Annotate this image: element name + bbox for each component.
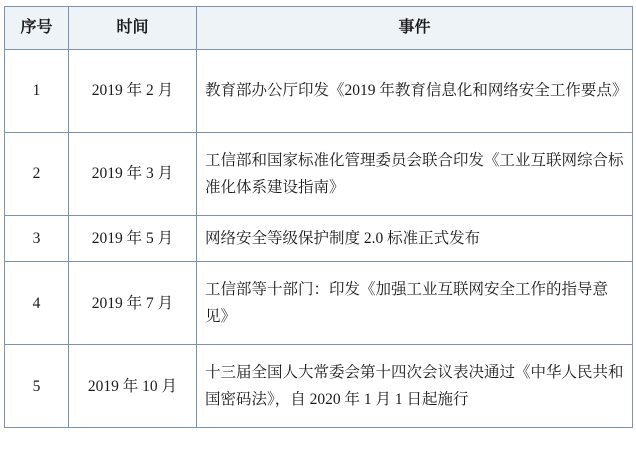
cell-event: 工信部等十部门：印发《加强工业互联网安全工作的指导意见》	[197, 262, 633, 345]
cell-no: 3	[5, 216, 69, 262]
cell-no: 4	[5, 262, 69, 345]
cell-time: 2019 年 2 月	[69, 50, 197, 133]
table-row	[5, 50, 633, 133]
cell-time: 2019 年 3 月	[69, 133, 197, 216]
header-cell-event: 事件	[197, 7, 633, 50]
cell-event: 工信部和国家标准化管理委员会联合印发《工业互联网综合标准化体系建设指南》	[197, 133, 633, 216]
table-header	[5, 7, 633, 50]
cell-time: 2019 年 5 月	[69, 216, 197, 262]
cell-event: 十三届全国人大常委会第十四次会议表决通过《中华人民共和国密码法》，自 2020 年 1 月 1 日起施行	[197, 345, 633, 428]
events-table	[4, 6, 633, 428]
table-body	[5, 50, 633, 428]
table-row	[5, 345, 633, 428]
cell-event: 教育部办公厅印发《2019 年教育信息化和网络安全工作要点》	[197, 50, 633, 133]
table-row	[5, 216, 633, 262]
cell-time: 2019 年 7 月	[69, 262, 197, 345]
cell-no: 5	[5, 345, 69, 428]
header-cell-no: 序号	[5, 7, 69, 50]
header-row	[5, 7, 633, 50]
header-cell-time: 时间	[69, 7, 197, 50]
cell-event: 网络安全等级保护制度 2.0 标准正式发布	[197, 216, 633, 262]
cell-no: 1	[5, 50, 69, 133]
table-row	[5, 262, 633, 345]
cell-no: 2	[5, 133, 69, 216]
table-row	[5, 133, 633, 216]
cell-time: 2019 年 10 月	[69, 345, 197, 428]
